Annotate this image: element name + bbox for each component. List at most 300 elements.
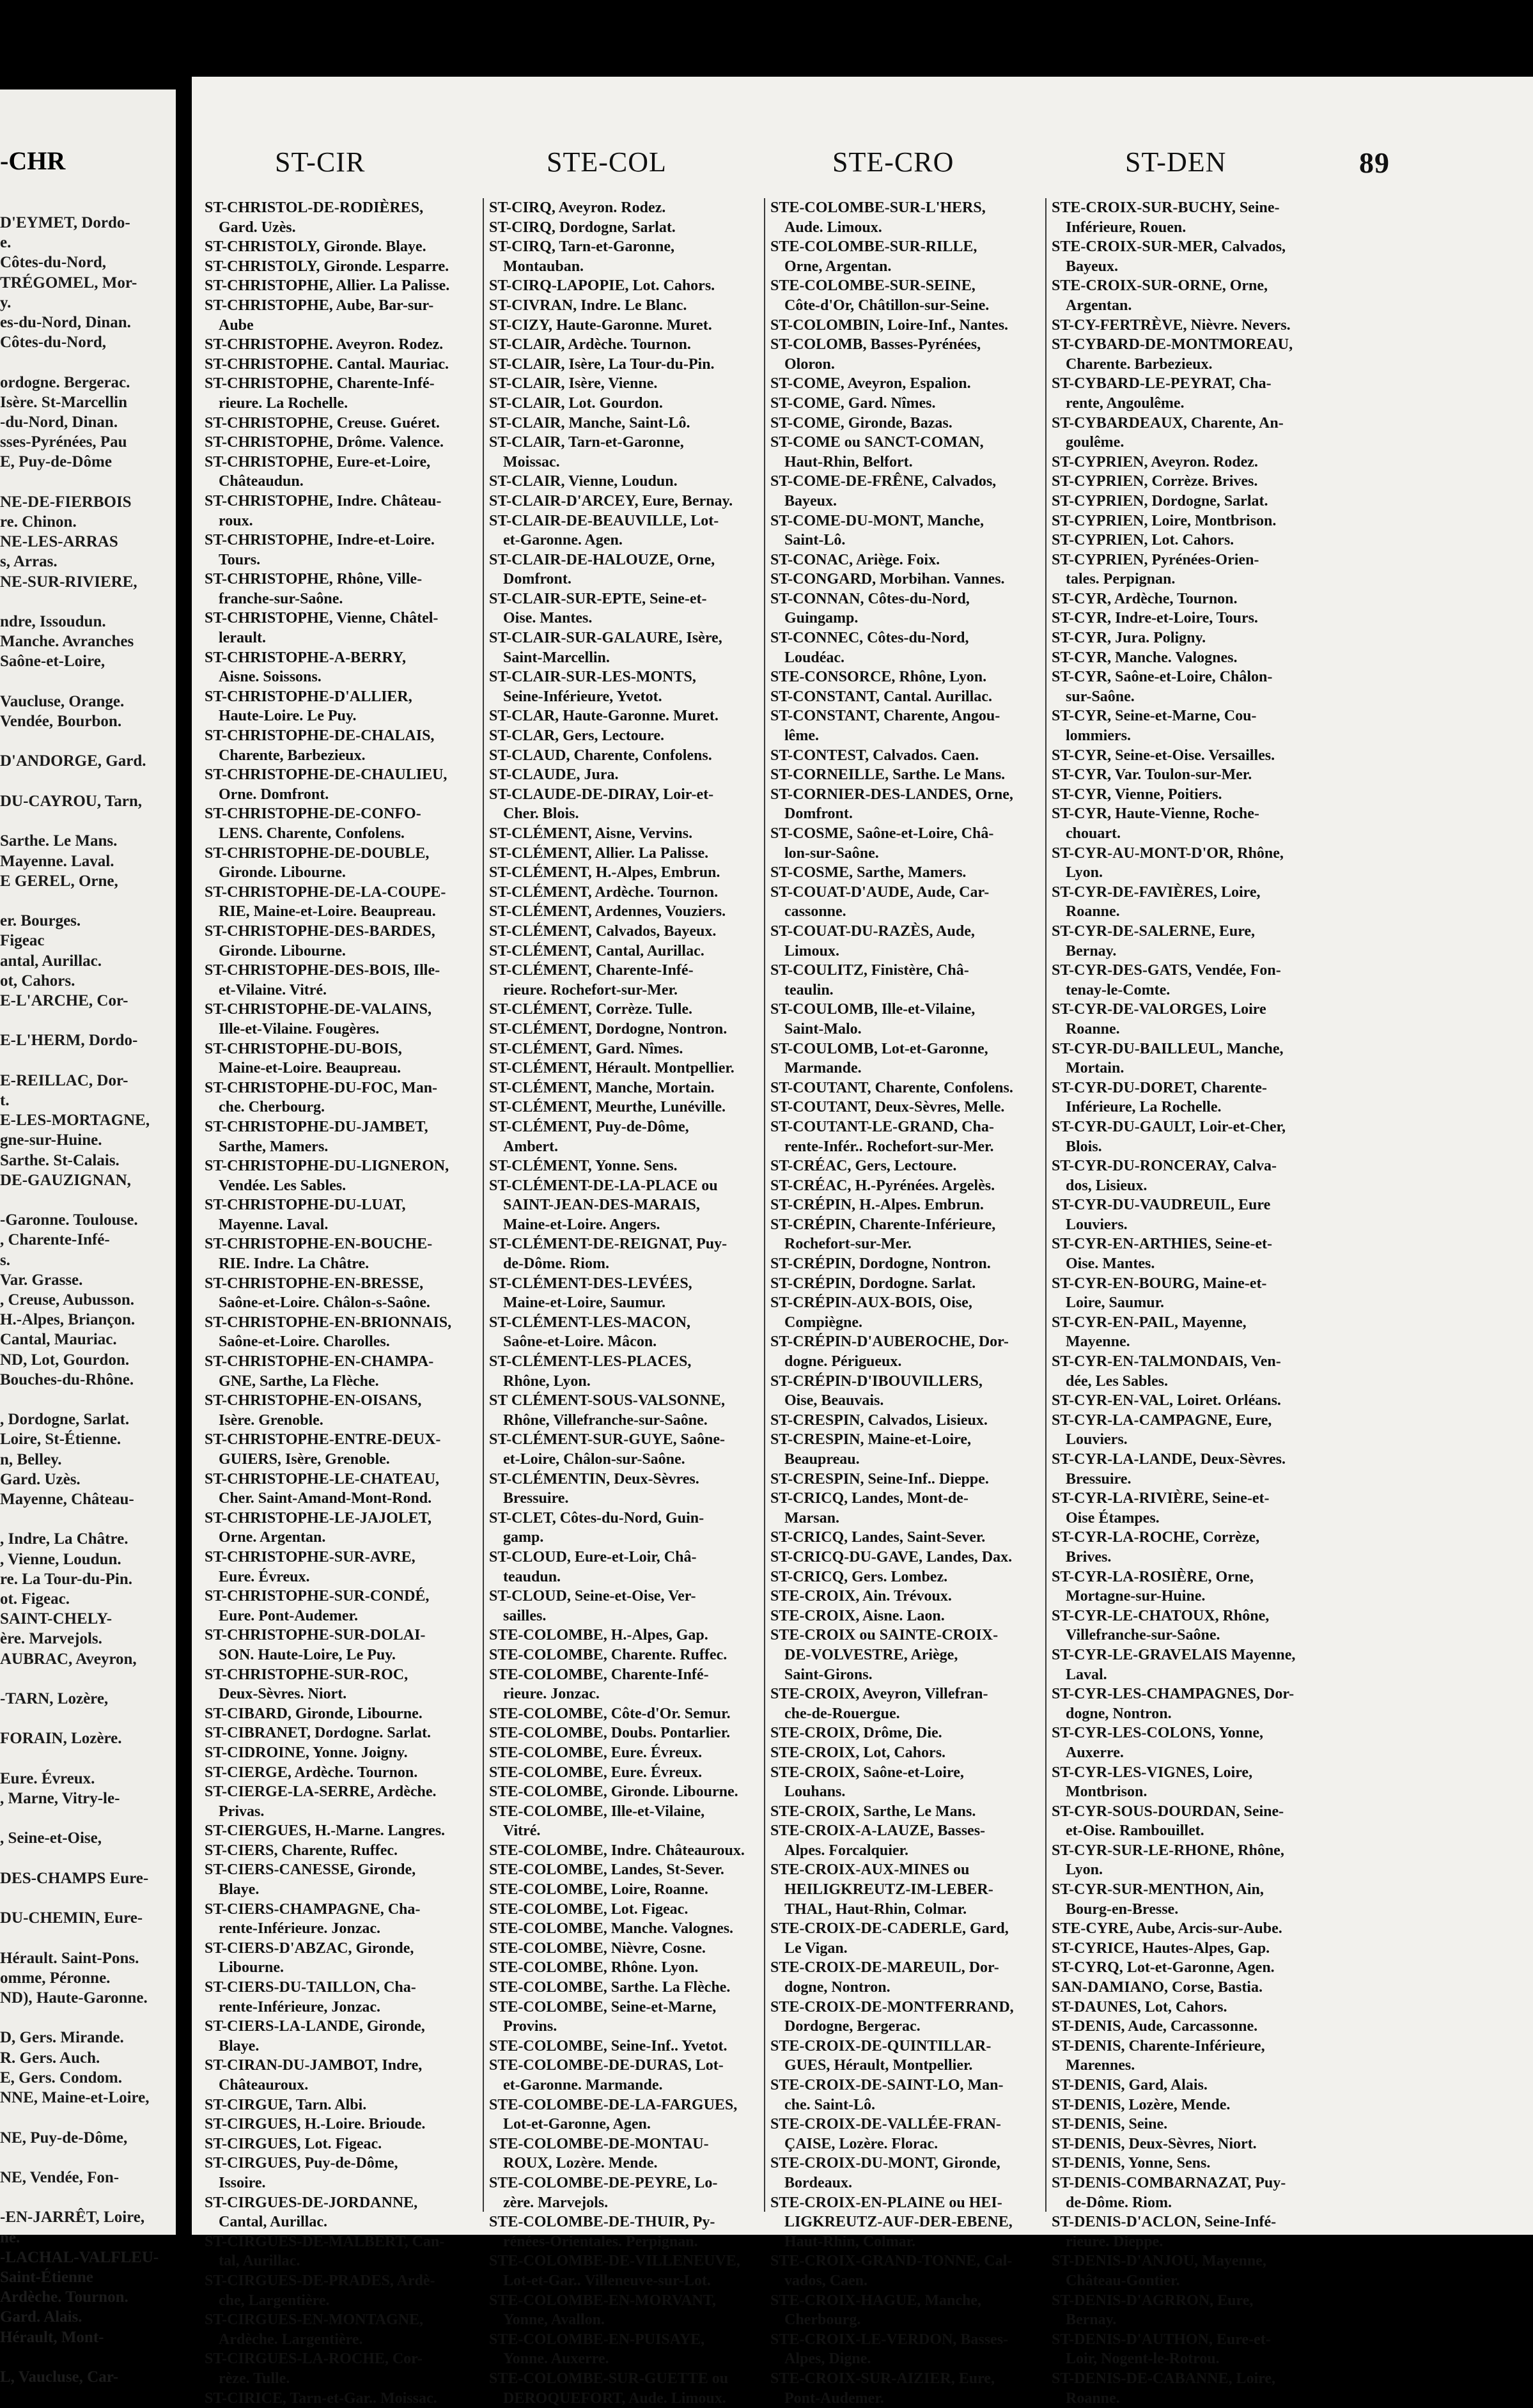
entry-continuation-line: SAINT-JEAN-DES-MARAIS,: [489, 1195, 767, 1215]
entry-line: STE-COLOMBE, Ille-et-Vilaine,: [489, 1802, 767, 1822]
entry-line: ST-CHRISTOPHE-D'ALLIER,: [205, 687, 483, 707]
entry-line: ST-CHRISTOPHE-EN-BOUCHE-: [205, 1234, 483, 1254]
entry-continuation-line: et-Loire, Châlon-sur-Saône.: [489, 1450, 767, 1470]
previous-page-line: Saint-Étienne: [0, 2267, 176, 2287]
entry-continuation-line: Loudéac.: [770, 648, 1048, 668]
entry-line: ST-DENIS, Yonne, Sens.: [1052, 2154, 1330, 2173]
entry-line: ST-CIERS-D'ABZAC, Gironde,: [205, 1939, 483, 1959]
entry-continuation-line: tal, Aurillac.: [205, 2251, 483, 2271]
entry-line: ST-CHRISTOPHE-SUR-AVRE,: [205, 1548, 483, 1567]
entry-line: ST-CRÉPIN, Dordogne. Sarlat.: [770, 1274, 1048, 1294]
previous-page-line: Manche. Avranches: [0, 632, 176, 651]
previous-page-line: -EN-JARRÊT, Loire,: [0, 2207, 176, 2227]
entry-line: ST-COUTANT, Deux-Sèvres, Melle.: [770, 1098, 1048, 1117]
entry-line: STE-COLOMBE-EN-PUISAYE,: [489, 2330, 767, 2350]
entry-line: ST-COSME, Saône-et-Loire, Châ-: [770, 824, 1048, 844]
entry-line: STE-CROIX-DE-MONTFERRAND,: [770, 1998, 1048, 2017]
entry-continuation-line: rente-Inférieure, Jonzac.: [205, 1998, 483, 2017]
entry-continuation-line: rieure. Jonzac.: [489, 1684, 767, 1704]
previous-page-line: sses-Pyrénées, Pau: [0, 432, 176, 452]
entry-line: ST-CHRISTOPHE-SUR-ROC,: [205, 1665, 483, 1685]
entry-line: ST-CLÉMENT, Meurthe, Lunéville.: [489, 1098, 767, 1117]
entry-line: ST-CHRISTOPHE. Cantal. Mauriac.: [205, 355, 483, 375]
entry-line: STE-CROIX-A-LAUZE, Basses-: [770, 1821, 1048, 1841]
entry-continuation-line: Marennes.: [1052, 2056, 1330, 2076]
entry-line: ST-CYBARD-DE-MONTMOREAU,: [1052, 335, 1330, 355]
entry-continuation-line: rente-Infér.. Rochefort-sur-Mer.: [770, 1137, 1048, 1157]
entry-line: STE-COLOMBE, Nièvre, Cosne.: [489, 1939, 767, 1959]
entry-line: ST-CYR, Seine-et-Oise. Versailles.: [1052, 746, 1330, 766]
previous-page-line: -du-Nord, Dinan.: [0, 412, 176, 432]
entry-continuation-line: Roanne.: [1052, 902, 1330, 922]
entry-continuation-line: Oloron.: [770, 355, 1048, 375]
previous-page-line: H.-Alpes, Briançon.: [0, 1310, 176, 1330]
previous-page-line: AUBRAC, Aveyron,: [0, 1649, 176, 1669]
entry-continuation-line: Cher. Saint-Amand-Mont-Rond.: [205, 1489, 483, 1509]
entry-line: ST-CLAUDE, Jura.: [489, 765, 767, 785]
entry-line: ST-DENIS-D'AGRRON, Eure,: [1052, 2291, 1330, 2311]
entry-continuation-line: dogne, Nontron.: [1052, 1704, 1330, 1724]
entry-line: ST-COLOMB, Basses-Pyrénées,: [770, 335, 1048, 355]
entry-continuation-line: Côte-d'Or, Châtillon-sur-Seine.: [770, 296, 1048, 316]
previous-page-line: [0, 2008, 176, 2028]
entry-continuation-line: Haute-Loire. Le Puy.: [205, 706, 483, 726]
header-guide-right: ST-DEN: [1125, 146, 1226, 178]
entry-line: STE-CROIX, Lot, Cahors.: [770, 1743, 1048, 1763]
entry-line: SAN-DAMIANO, Corse, Bastia.: [1052, 1978, 1330, 1998]
entry-continuation-line: Maine-et-Loire. Beaupreau.: [205, 1059, 483, 1078]
entry-line: STE-CROIX-SUR-MER, Calvados,: [1052, 237, 1330, 257]
previous-page-line: NE-SUR-RIVIERE,: [0, 572, 176, 592]
entry-line: ST-CRÉPIN, Dordogne, Nontron.: [770, 1254, 1048, 1274]
entry-continuation-line: Cantal, Aurillac.: [205, 2212, 483, 2232]
entry-continuation-line: Louhans.: [770, 1782, 1048, 1802]
previous-page-line: [0, 772, 176, 791]
entry-continuation-line: tales. Perpignan.: [1052, 570, 1330, 589]
previous-page-line: -LACHAL-VALFLEU-: [0, 2248, 176, 2267]
entry-line: ST-COUAT-D'AUDE, Aude, Car-: [770, 883, 1048, 903]
previous-page-line: SAINT-CHELY-: [0, 1609, 176, 1629]
entry-continuation-line: vados, Caen.: [770, 2271, 1048, 2291]
entry-line: ST-DENIS-D'ANJOU, Mayenne,: [1052, 2251, 1330, 2271]
entry-continuation-line: Rochefort-sur-Mer.: [770, 1234, 1048, 1254]
entry-line: STE-COLOMBE, Charente. Ruffec.: [489, 1645, 767, 1665]
entry-line: ST-CHRISTOPHE-ENTRE-DEUX-: [205, 1430, 483, 1450]
entry-line: ST-CLÉMENT, Ardennes, Vouziers.: [489, 902, 767, 922]
previous-page-line: [0, 1509, 176, 1529]
entry-line: ST-CIRQ, Dordogne, Sarlat.: [489, 218, 767, 238]
entry-line: ST-CLÉMENT-LES-MACON,: [489, 1313, 767, 1333]
previous-page-line: -TARN, Lozère,: [0, 1689, 176, 1709]
entry-line: ST-CRESPIN, Seine-Inf.. Dieppe.: [770, 1470, 1048, 1489]
entry-line: ST-CYR, Indre-et-Loire, Tours.: [1052, 609, 1330, 628]
column-divider: [483, 198, 484, 2212]
entry-line: ST-CLÉMENT, Charente-Infé-: [489, 961, 767, 981]
entry-line: ST-CIRAN-DU-JAMBOT, Indre,: [205, 2056, 483, 2076]
entry-line: ST-CLÉMENT, Dordogne, Nontron.: [489, 1020, 767, 1039]
entry-line: ST-CIRGUES, Puy-de-Dôme,: [205, 2154, 483, 2173]
entry-continuation-line: lommiers.: [1052, 726, 1330, 746]
entry-line: ST-COULOMB, Lot-et-Garonne,: [770, 1039, 1048, 1059]
previous-page-line: Cantal, Mauriac.: [0, 1330, 176, 1349]
entry-continuation-line: Eure. Pont-Audemer.: [205, 1606, 483, 1626]
previous-page-line: re. Chinon.: [0, 512, 176, 532]
entry-line: ST-CYR, Haute-Vienne, Roche-: [1052, 804, 1330, 824]
entry-line: STE-CROIX, Saône-et-Loire,: [770, 1763, 1048, 1783]
entry-line: STE-COLOMBE-DE-LA-FARGUES,: [489, 2095, 767, 2115]
previous-page-line: D'ANDORGE, Gard.: [0, 751, 176, 771]
entry-line: ST-CIBRANET, Dordogne. Sarlat.: [205, 1723, 483, 1743]
entry-line: ST-CHRISTOPHE-DU-FOC, Man-: [205, 1078, 483, 1098]
entry-line: ST-CRESPIN, Maine-et-Loire,: [770, 1430, 1048, 1450]
previous-page-line: [0, 811, 176, 831]
previous-page-line: [0, 2187, 176, 2207]
entry-line: STE-COLOMBE-DE-THUIR, Py-: [489, 2212, 767, 2232]
entry-line: STE-CROIX-DE-CADERLE, Gard,: [770, 1919, 1048, 1939]
entry-line: ST-CIRGUES, Lot. Figeac.: [205, 2134, 483, 2154]
previous-page-line: Isère. St-Marcellin: [0, 392, 176, 412]
entry-line: ST-CYR-LES-VIGNES, Loire,: [1052, 1763, 1330, 1783]
previous-page-line: TRÉGOMEL, Mor-: [0, 273, 176, 293]
entry-continuation-line: che. Cherbourg.: [205, 1098, 483, 1117]
previous-page-line: Eure. Évreux.: [0, 1769, 176, 1789]
entry-continuation-line: Beaupreau.: [770, 1450, 1048, 1470]
entry-line: ST-CY-FERTRÈVE, Nièvre. Nevers.: [1052, 316, 1330, 336]
entry-line: ST-CIERS-CHAMPAGNE, Cha-: [205, 1900, 483, 1920]
entry-line: ST-COSME, Sarthe, Mamers.: [770, 863, 1048, 883]
header-guide-center-left: STE-COL: [547, 146, 667, 178]
entry-continuation-line: Provins.: [489, 2017, 767, 2037]
entry-continuation-line: Louviers.: [1052, 1215, 1330, 1235]
entry-line: ST-CHRISTOPHE, Vienne, Châtel-: [205, 609, 483, 628]
entry-continuation-line: rèze. Tulle.: [205, 2369, 483, 2389]
entry-continuation-line: Villefranche-sur-Saône.: [1052, 1626, 1330, 1645]
previous-page-line: ND, Lot, Gourdon.: [0, 1350, 176, 1370]
previous-page-line: Bouches-du-Rhône.: [0, 1370, 176, 1390]
entry-continuation-line: Montbrison.: [1052, 1782, 1330, 1802]
entry-line: ST CLÉMENT-SOUS-VALSONNE,: [489, 1391, 767, 1411]
entry-line: ST-DENIS, Deux-Sèvres, Niort.: [1052, 2134, 1330, 2154]
entry-line: ST-CLAIR-SUR-LES-MONTS,: [489, 667, 767, 687]
entry-continuation-line: chouart.: [1052, 824, 1330, 844]
entry-continuation-line: Châteauroux.: [205, 2076, 483, 2095]
entry-continuation-line: Tours.: [205, 550, 483, 570]
entry-continuation-line: Gironde. Libourne.: [205, 863, 483, 883]
entry-line: ST-CHRISTOPHE-LE-CHATEAU,: [205, 1470, 483, 1489]
previous-page-line: Saône-et-Loire,: [0, 651, 176, 671]
entry-line: ST-CLAIR, Vienne, Loudun.: [489, 472, 767, 492]
entry-line: ST-CLAR, Gers, Lectoure.: [489, 726, 767, 746]
entry-continuation-line: dée, Les Sables.: [1052, 1372, 1330, 1392]
entry-line: ST-CRÉAC, H.-Pyrénées. Argelès.: [770, 1176, 1048, 1196]
entry-line: ST-CHRISTOPHE, Indre. Château-: [205, 492, 483, 511]
entry-line: ST-CIRQ-LAPOPIE, Lot. Cahors.: [489, 276, 767, 296]
entry-continuation-line: rénées-Orientales. Perpignan.: [489, 2232, 767, 2252]
entry-line: ST-CIRGUE, Tarn. Albi.: [205, 2095, 483, 2115]
previous-page-edge: [0, 89, 176, 2235]
entry-continuation-line: Vitré.: [489, 1821, 767, 1841]
entry-line: STE-CROIX-HAGUE, Manche,: [770, 2291, 1048, 2311]
entry-continuation-line: roux.: [205, 511, 483, 531]
entry-continuation-line: DEROQUEFORT, Aude. Limoux.: [489, 2389, 767, 2408]
entry-continuation-line: goulême.: [1052, 433, 1330, 453]
entry-continuation-line: Haut-Rhin, Belfort.: [770, 453, 1048, 472]
entry-line: ST-CHRISTOLY, Gironde. Blaye.: [205, 237, 483, 257]
entry-continuation-line: Lot-et-Garonne, Agen.: [489, 2115, 767, 2134]
entry-continuation-line: Aube: [205, 316, 483, 336]
entry-continuation-line: Auxerre.: [1052, 1743, 1330, 1763]
entry-line: STE-CROIX-DE-SAINT-LO, Man-: [770, 2076, 1048, 2095]
entry-line: STE-CROIX-SUR-ORNE, Orne,: [1052, 276, 1330, 296]
entry-line: STE-CROIX, Drôme, Die.: [770, 1723, 1048, 1743]
previous-page-line: antal, Aurillac.: [0, 951, 176, 971]
entry-line: STE-COLOMBE-SUR-GUETTE ou: [489, 2369, 767, 2389]
entry-continuation-line: Saint-Malo.: [770, 1020, 1048, 1039]
previous-page-line: [0, 1749, 176, 1769]
entry-continuation-line: Charente. Barbezieux.: [1052, 355, 1330, 375]
entry-line: ST-CYPRIEN, Pyrénées-Orien-: [1052, 550, 1330, 570]
entry-continuation-line: Haut-Rhin, Colmar.: [770, 2232, 1048, 2252]
entry-line: STE-COLOMBE-DE-DURAS, Lot-: [489, 2056, 767, 2076]
entry-line: ST-CHRISTOPHE-EN-OISANS,: [205, 1391, 483, 1411]
entry-continuation-line: Brives.: [1052, 1548, 1330, 1567]
previous-page-line: DU-CHEMIN, Eure-: [0, 1908, 176, 1928]
previous-page-line: [0, 1190, 176, 1210]
entry-line: ST-CHRISTOPHE-DE-CONFO-: [205, 804, 483, 824]
entry-line: ST-CIBARD, Gironde, Libourne.: [205, 1704, 483, 1724]
entry-continuation-line: Bernay.: [1052, 942, 1330, 961]
entry-continuation-line: Oise. Mantes.: [1052, 1254, 1330, 1274]
column-divider: [1045, 198, 1047, 2212]
entry-line: ST-CYR-EN-BOURG, Maine-et-: [1052, 1274, 1330, 1294]
previous-page-line: e.: [0, 233, 176, 252]
entry-continuation-line: GNE, Sarthe, La Flèche.: [205, 1372, 483, 1392]
entry-line: ST-CLOUD, Seine-et-Oise, Ver-: [489, 1587, 767, 1606]
entry-continuation-line: Le Vigan.: [770, 1939, 1048, 1959]
entry-continuation-line: teaudun.: [489, 1567, 767, 1587]
previous-page-line: Figeac: [0, 931, 176, 951]
previous-page-line: Loire, St-Étienne.: [0, 1429, 176, 1449]
entry-continuation-line: teaulin.: [770, 981, 1048, 1000]
entry-line: ST-CLAIR, Tarn-et-Garonne,: [489, 433, 767, 453]
entry-line: ST-CIERGUES, H.-Marne. Langres.: [205, 1821, 483, 1841]
entry-line: ST-CONNEC, Côtes-du-Nord,: [770, 628, 1048, 648]
entry-line: ST-CHRISTOPHE-DE-VALAINS,: [205, 1000, 483, 1020]
entry-line: ST-CYR-DU-RONCERAY, Calva-: [1052, 1156, 1330, 1176]
entry-line: ST-CYR-LA-LANDE, Deux-Sèvres.: [1052, 1450, 1330, 1470]
entry-continuation-line: Oise Étampes.: [1052, 1509, 1330, 1528]
entry-line: ST-CLAR, Haute-Garonne. Muret.: [489, 706, 767, 726]
previous-page-line: E, Puy-de-Dôme: [0, 452, 176, 472]
entry-continuation-line: RIE. Indre. La Châtre.: [205, 1254, 483, 1274]
header-guide-left: ST-CIR: [275, 146, 365, 178]
entry-line: STE-COLOMBE-EN-MORVANT,: [489, 2291, 767, 2311]
entry-line: ST-CYR-SUR-MENTHON, Ain,: [1052, 1880, 1330, 1900]
entry-line: STE-CROIX-SUR-BUCHY, Seine-: [1052, 198, 1330, 218]
entry-continuation-line: rieure. Rochefort-sur-Mer.: [489, 981, 767, 1000]
previous-page-line: ot, Cahors.: [0, 971, 176, 991]
entry-line: ST-COULOMB, Ille-et-Vilaine,: [770, 1000, 1048, 1020]
entry-continuation-line: Château-Gontier.: [1052, 2271, 1330, 2291]
entry-continuation-line: Sarthe, Mamers.: [205, 1137, 483, 1157]
entry-line: STE-COLOMBE-DE-PEYRE, Lo-: [489, 2173, 767, 2193]
entry-continuation-line: Saint-Lô.: [770, 531, 1048, 550]
previous-page-line: [0, 731, 176, 751]
entry-continuation-line: Aisne. Soissons.: [205, 667, 483, 687]
entry-continuation-line: Maine-et-Loire. Angers.: [489, 1215, 767, 1235]
entry-continuation-line: dogne. Périgueux.: [770, 1352, 1048, 1372]
entry-column-4: [1052, 198, 1330, 2225]
entry-continuation-line: sur-Saône.: [1052, 687, 1330, 707]
previous-page-line: NE-DE-FIERBOIS: [0, 492, 176, 512]
entry-line: ST-CLAIR-DE-HALOUZE, Orne,: [489, 550, 767, 570]
entry-line: ST-CHRISTOLY, Gironde. Lesparre.: [205, 257, 483, 277]
entry-continuation-line: Limoux.: [770, 942, 1048, 961]
previous-page-line: y.: [0, 293, 176, 313]
previous-page-line: Sarthe. Le Mans.: [0, 831, 176, 851]
previous-page-line: er. Bourges.: [0, 911, 176, 931]
entry-line: STE-COLOMBE-SUR-L'HERS,: [770, 198, 1048, 218]
entry-line: STE-COLOMBE, Sarthe. La Flèche.: [489, 1978, 767, 1998]
entry-line: STE-CROIX-EN-PLAINE ou HEI-: [770, 2193, 1048, 2213]
previous-page-line: NNE, Maine-et-Loire,: [0, 2088, 176, 2108]
entry-line: ST-CYR-LA-CAMPAGNE, Eure,: [1052, 1411, 1330, 1431]
entry-continuation-line: et-Oise. Rambouillet.: [1052, 1821, 1330, 1841]
previous-page-header: -CHR: [0, 146, 176, 176]
previous-page-line: E-L'ARCHE, Cor-: [0, 991, 176, 1011]
entry-line: ST-COLOMBIN, Loire-Inf., Nantes.: [770, 316, 1048, 336]
entry-line: STE-COLOMBE, Manche. Valognes.: [489, 1919, 767, 1939]
previous-page-line: Hérault. Saint-Pons.: [0, 1948, 176, 1968]
entry-columns: [192, 198, 1533, 2225]
entry-continuation-line: Bourg-en-Bresse.: [1052, 1900, 1330, 1920]
entry-line: ST-CHRISTOPHE-DES-BOIS, Ille-: [205, 961, 483, 981]
entry-line: ST-CYR, Manche. Valognes.: [1052, 648, 1330, 668]
entry-continuation-line: Cherbourg.: [770, 2310, 1048, 2330]
entry-continuation-line: Privas.: [205, 1802, 483, 1822]
entry-continuation-line: Mortagne-sur-Huine.: [1052, 1587, 1330, 1606]
entry-line: ST-DENIS, Aude, Carcassonne.: [1052, 2017, 1330, 2037]
entry-line: ST-CIERGE-LA-SERRE, Ardèche.: [205, 1782, 483, 1802]
previous-page-line: L, Vaucluse, Car-: [0, 2367, 176, 2387]
previous-page-line: E-LES-MORTAGNE,: [0, 1110, 176, 1130]
entry-continuation-line: RIE, Maine-et-Loire. Beaupreau.: [205, 902, 483, 922]
entry-continuation-line: Bordeaux.: [770, 2173, 1048, 2193]
entry-continuation-line: Saône-et-Loire. Châlon-s-Saône.: [205, 1293, 483, 1313]
entry-continuation-line: Inférieure, La Rochelle.: [1052, 1098, 1330, 1117]
entry-line: ST-CIRGUES-DE-JORDANNE,: [205, 2193, 483, 2213]
entry-line: ST-CHRISTOPHE-EN-BRESSE,: [205, 1274, 483, 1294]
entry-line: STE-CROIX, Ain. Trévoux.: [770, 1587, 1048, 1606]
entry-continuation-line: Mayenne. Laval.: [205, 1215, 483, 1235]
page-number: 89: [1359, 146, 1390, 180]
entry-continuation-line: Yonne. Auxerre.: [489, 2349, 767, 2369]
previous-page-line: Côtes-du-Nord,: [0, 252, 176, 272]
entry-line: ST-CHRISTOPHE-DU-LIGNERON,: [205, 1156, 483, 1176]
entry-continuation-line: Ambert.: [489, 1137, 767, 1157]
entry-line: ST-CYR-EN-ARTHIES, Seine-et-: [1052, 1234, 1330, 1254]
entry-continuation-line: Maine-et-Loire, Saumur.: [489, 1293, 767, 1313]
entry-line: ST-CYR, Jura. Poligny.: [1052, 628, 1330, 648]
previous-page-line: NE, Puy-de-Dôme,: [0, 2128, 176, 2148]
entry-line: ST-CLÉMENT, Gard. Nîmes.: [489, 1039, 767, 1059]
entry-continuation-line: Compiègne.: [770, 1313, 1048, 1333]
entry-line: ST-CLÉMENTIN, Deux-Sèvres.: [489, 1470, 767, 1489]
previous-page-line: [0, 2148, 176, 2168]
entry-continuation-line: Lot-et-Gar.. Villeneuve-sur-Lot.: [489, 2271, 767, 2291]
entry-line: ST-CYR-DU-GAULT, Loir-et-Cher,: [1052, 1117, 1330, 1137]
entry-line: ST-DENIS-D'ACLON, Seine-Infé-: [1052, 2212, 1330, 2232]
entry-line: ST-CLET, Côtes-du-Nord, Guin-: [489, 1509, 767, 1528]
previous-page-line: DE-GAUZIGNAN,: [0, 1170, 176, 1190]
entry-line: STE-COLOMBE, Loire, Roanne.: [489, 1880, 767, 1900]
previous-page-line: DU-CAYROU, Tarn,: [0, 791, 176, 811]
previous-page-line: Côtes-du-Nord,: [0, 332, 176, 352]
entry-continuation-line: Gard. Uzès.: [205, 218, 483, 238]
entry-continuation-line: Pont-Audemer.: [770, 2389, 1048, 2408]
entry-line: STE-CROIX ou SAINTE-CROIX-: [770, 1626, 1048, 1645]
previous-page-line: Mayenne. Laval.: [0, 851, 176, 871]
previous-page-line: , Charente-Infé-: [0, 1230, 176, 1250]
entry-line: ST-CRÉAC, Gers, Lectoure.: [770, 1156, 1048, 1176]
entry-continuation-line: Isère. Grenoble.: [205, 1411, 483, 1431]
entry-continuation-line: et-Vilaine. Vitré.: [205, 981, 483, 1000]
entry-line: ST-CYR, Vienne, Poitiers.: [1052, 785, 1330, 805]
entry-continuation-line: Marsan.: [770, 1509, 1048, 1528]
entry-continuation-line: Bayeux.: [1052, 257, 1330, 277]
entry-continuation-line: Cher. Blois.: [489, 804, 767, 824]
entry-line: ST-CYPRIEN, Corrèze. Brives.: [1052, 472, 1330, 492]
entry-line: ST-CHRISTOPHE-DU-JAMBET,: [205, 1117, 483, 1137]
entry-continuation-line: Loir, Nogent-le-Rotrou.: [1052, 2349, 1330, 2369]
entry-line: ST-CLAIR-D'ARCEY, Eure, Bernay.: [489, 492, 767, 511]
entry-continuation-line: rieure. Dieppe.: [1052, 2232, 1330, 2252]
previous-page-line: ordogne. Bergerac.: [0, 373, 176, 392]
entry-line: ST-COME-DE-FRÊNE, Calvados,: [770, 472, 1048, 492]
entry-continuation-line: che. Saint-Lô.: [770, 2095, 1048, 2115]
entry-line: STE-CROIX-SUR-AIZIER, Eure,: [770, 2369, 1048, 2389]
entry-line: STE-COLOMBE, Indre. Châteauroux.: [489, 1841, 767, 1861]
entry-continuation-line: Orne. Domfront.: [205, 785, 483, 805]
entry-line: ST-CHRISTOPHE-EN-CHAMPA-: [205, 1352, 483, 1372]
entry-line: STE-CROIX-DE-MAREUIL, Dor-: [770, 1958, 1048, 1978]
entry-continuation-line: DE-VOLVESTRE, Ariège,: [770, 1645, 1048, 1665]
entry-line: ST-CIRICE, Tarn-et-Gar.. Moissac.: [205, 2389, 483, 2408]
entry-line: ST-CYR-EN-PAIL, Mayenne,: [1052, 1313, 1330, 1333]
entry-line: ST-CHRISTOL-DE-RODIÈRES,: [205, 198, 483, 218]
entry-line: ST-CLÉMENT, Aisne, Vervins.: [489, 824, 767, 844]
previous-page-line: [0, 472, 176, 492]
previous-page-line: E, Gers. Condom.: [0, 2068, 176, 2088]
entry-continuation-line: THAL, Haut-Rhin, Colmar.: [770, 1900, 1048, 1920]
entry-line: STE-CROIX-LE-VERDON, Basses-: [770, 2330, 1048, 2350]
entry-line: ST-CONAC, Ariège. Foix.: [770, 550, 1048, 570]
dictionary-page: [192, 77, 1533, 2235]
entry-continuation-line: LENS. Charente, Confolens.: [205, 824, 483, 844]
entry-continuation-line: Vendée. Les Sables.: [205, 1176, 483, 1196]
previous-page-line: E-REILLAC, Dor-: [0, 1071, 176, 1091]
entry-line: ST-CHRISTOPHE-DE-DOUBLE,: [205, 844, 483, 864]
entry-continuation-line: che, Largentière.: [205, 2291, 483, 2311]
entry-line: STE-COLOMBE, Côte-d'Or. Semur.: [489, 1704, 767, 1724]
previous-page-line: [0, 2108, 176, 2127]
entry-line: ST-CLÉMENT-DE-LA-PLACE ou: [489, 1176, 767, 1196]
entry-line: ST-CONSTANT, Cantal. Aurillac.: [770, 687, 1048, 707]
entry-line: ST-CYR-LA-ROSIÈRE, Orne,: [1052, 1567, 1330, 1587]
entry-line: STE-COLOMBE, Seine-Inf.. Yvetot.: [489, 2037, 767, 2056]
entry-line: ST-CLAIR-SUR-GALAURE, Isère,: [489, 628, 767, 648]
entry-continuation-line: zère. Marvejols.: [489, 2193, 767, 2213]
